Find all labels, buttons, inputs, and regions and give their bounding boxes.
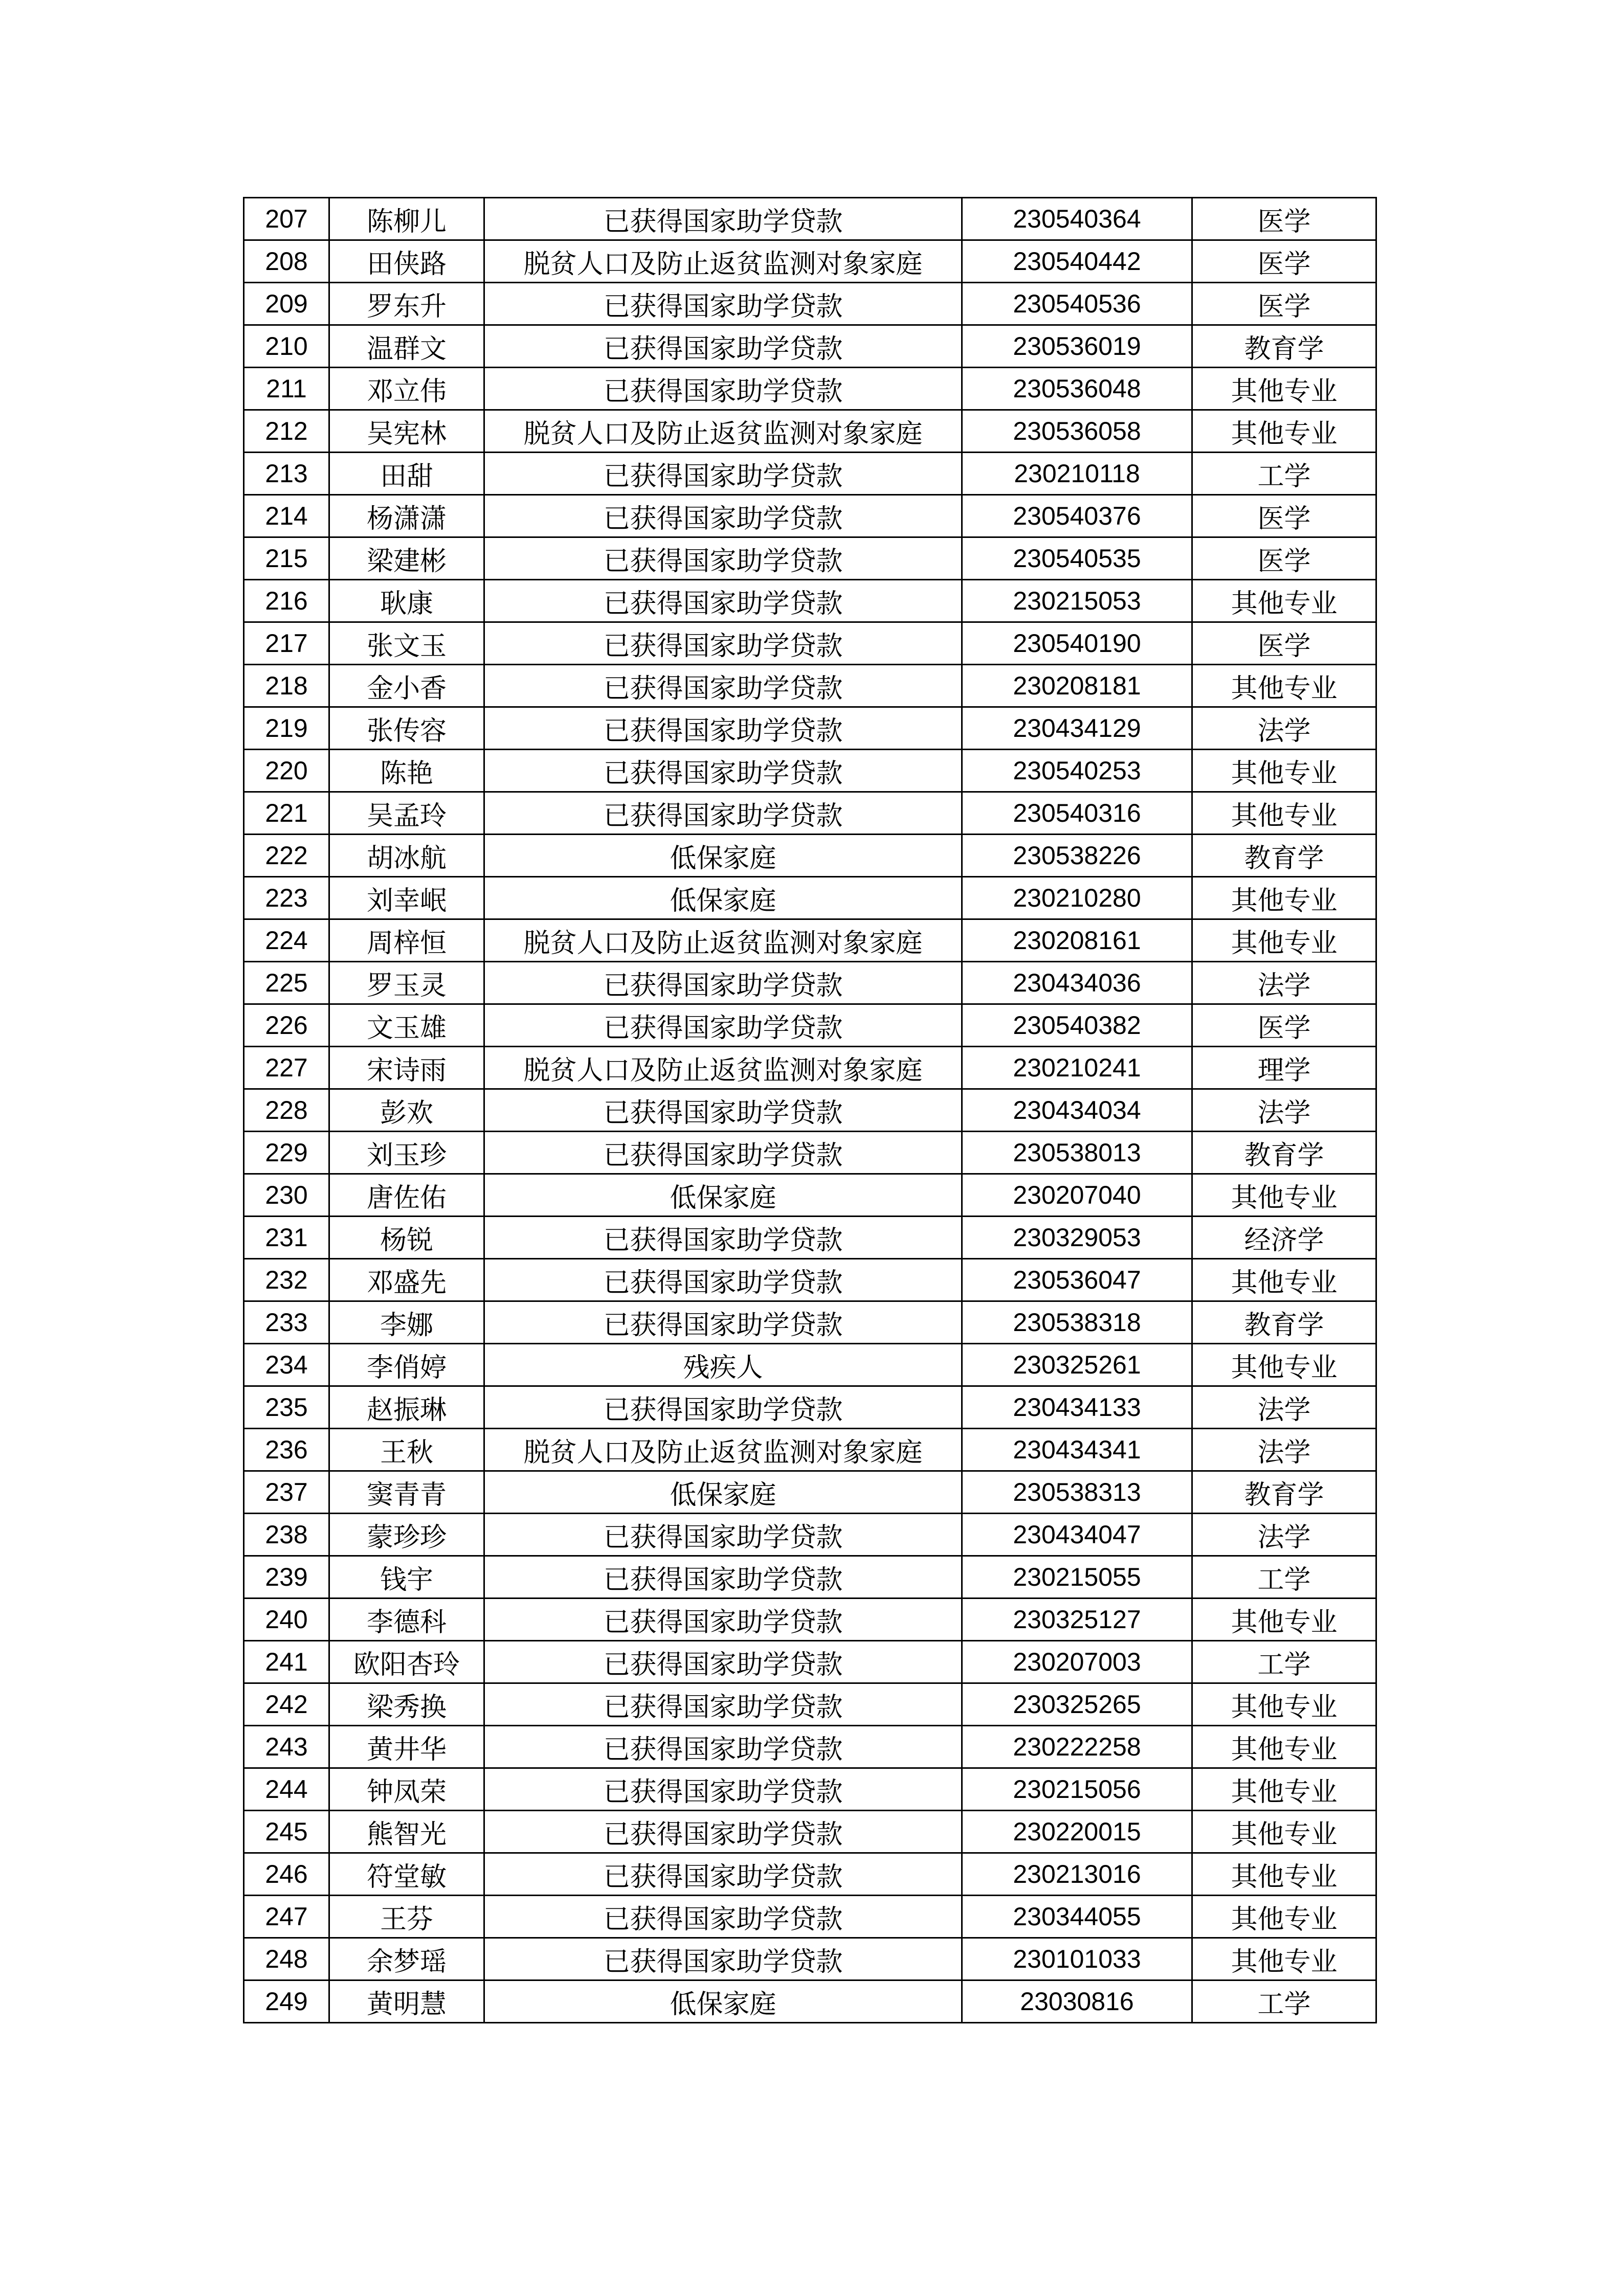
major-category-cell: 教育学 <box>1192 1471 1376 1514</box>
table-row <box>244 1047 1376 1089</box>
aid-category-cell: 已获得国家助学贷款 <box>484 1683 962 1726</box>
table-row <box>244 1768 1376 1811</box>
student-name-cell: 罗玉灵 <box>329 962 484 1004</box>
table-row <box>244 835 1376 877</box>
aid-category-cell: 已获得国家助学贷款 <box>484 1896 962 1938</box>
student-id-cell: 230538318 <box>962 1301 1192 1344</box>
table-row <box>244 1514 1376 1556</box>
aid-category-cell: 已获得国家助学贷款 <box>484 707 962 750</box>
row-number-cell: 208 <box>244 240 329 283</box>
aid-category-cell: 低保家庭 <box>484 1174 962 1217</box>
table-row <box>244 1344 1376 1386</box>
major-category-cell: 其他专业 <box>1192 1599 1376 1641</box>
aid-category-cell: 已获得国家助学贷款 <box>484 580 962 622</box>
aid-category-cell: 已获得国家助学贷款 <box>484 1259 962 1301</box>
student-name-cell: 宋诗雨 <box>329 1047 484 1089</box>
student-name-cell: 赵振琳 <box>329 1386 484 1429</box>
student-id-cell: 230207040 <box>962 1174 1192 1217</box>
student-name-cell: 吴孟玲 <box>329 792 484 835</box>
aid-category-cell: 已获得国家助学贷款 <box>484 1811 962 1853</box>
student-name-cell: 蒙珍珍 <box>329 1514 484 1556</box>
student-id-cell: 230210241 <box>962 1047 1192 1089</box>
table-row <box>244 1429 1376 1471</box>
student-id-cell: 230215055 <box>962 1556 1192 1599</box>
major-category-cell: 法学 <box>1192 1514 1376 1556</box>
major-category-cell: 教育学 <box>1192 835 1376 877</box>
student-name-cell: 耿康 <box>329 580 484 622</box>
student-id-cell: 230329053 <box>962 1217 1192 1259</box>
table-row <box>244 1980 1376 2023</box>
major-category-cell: 医学 <box>1192 537 1376 580</box>
student-id-cell: 230538226 <box>962 835 1192 877</box>
student-name-cell: 杨潇潇 <box>329 495 484 537</box>
aid-category-cell: 已获得国家助学贷款 <box>484 1726 962 1768</box>
student-name-cell: 罗东升 <box>329 283 484 325</box>
student-name-cell: 黄井华 <box>329 1726 484 1768</box>
major-category-cell: 其他专业 <box>1192 665 1376 707</box>
major-category-cell: 教育学 <box>1192 1132 1376 1174</box>
student-id-cell: 230325265 <box>962 1683 1192 1726</box>
major-category-cell: 其他专业 <box>1192 580 1376 622</box>
aid-category-cell: 已获得国家助学贷款 <box>484 1514 962 1556</box>
student-id-cell: 230210118 <box>962 453 1192 495</box>
row-number-cell: 244 <box>244 1768 329 1811</box>
major-category-cell: 工学 <box>1192 1556 1376 1599</box>
student-name-cell: 刘幸岷 <box>329 877 484 919</box>
student-name-cell: 梁秀换 <box>329 1683 484 1726</box>
student-id-cell: 230325261 <box>962 1344 1192 1386</box>
table-row <box>244 665 1376 707</box>
student-name-cell: 金小香 <box>329 665 484 707</box>
student-name-cell: 王芬 <box>329 1896 484 1938</box>
student-name-cell: 邓立伟 <box>329 368 484 410</box>
row-number-cell: 247 <box>244 1896 329 1938</box>
major-category-cell: 其他专业 <box>1192 1811 1376 1853</box>
major-category-cell: 其他专业 <box>1192 1344 1376 1386</box>
row-number-cell: 219 <box>244 707 329 750</box>
table-row <box>244 1896 1376 1938</box>
row-number-cell: 234 <box>244 1344 329 1386</box>
table-row <box>244 1683 1376 1726</box>
student-id-cell: 230434129 <box>962 707 1192 750</box>
major-category-cell: 医学 <box>1192 283 1376 325</box>
student-name-cell: 陈艳 <box>329 750 484 792</box>
table-row <box>244 368 1376 410</box>
major-category-cell: 医学 <box>1192 495 1376 537</box>
table-row <box>244 495 1376 537</box>
aid-category-cell: 低保家庭 <box>484 1471 962 1514</box>
row-number-cell: 236 <box>244 1429 329 1471</box>
student-id-cell: 230536047 <box>962 1259 1192 1301</box>
student-name-cell: 彭欢 <box>329 1089 484 1132</box>
major-category-cell: 其他专业 <box>1192 1938 1376 1980</box>
table-row <box>244 240 1376 283</box>
student-id-cell: 230540364 <box>962 198 1192 240</box>
aid-category-cell: 已获得国家助学贷款 <box>484 1089 962 1132</box>
table-row <box>244 1089 1376 1132</box>
student-name-cell: 梁建彬 <box>329 537 484 580</box>
row-number-cell: 227 <box>244 1047 329 1089</box>
major-category-cell: 其他专业 <box>1192 1768 1376 1811</box>
student-name-cell: 胡冰航 <box>329 835 484 877</box>
student-name-cell: 熊智光 <box>329 1811 484 1853</box>
table-row <box>244 1301 1376 1344</box>
row-number-cell: 210 <box>244 325 329 368</box>
row-number-cell: 242 <box>244 1683 329 1726</box>
student-id-cell: 230434036 <box>962 962 1192 1004</box>
table-row <box>244 1259 1376 1301</box>
aid-category-cell: 已获得国家助学贷款 <box>484 198 962 240</box>
major-category-cell: 其他专业 <box>1192 750 1376 792</box>
student-id-cell: 230208181 <box>962 665 1192 707</box>
student-id-cell: 230210280 <box>962 877 1192 919</box>
table-row <box>244 1811 1376 1853</box>
aid-category-cell: 低保家庭 <box>484 877 962 919</box>
student-name-cell: 李俏婷 <box>329 1344 484 1386</box>
major-category-cell: 教育学 <box>1192 325 1376 368</box>
table-row <box>244 1556 1376 1599</box>
table-row <box>244 1217 1376 1259</box>
row-number-cell: 223 <box>244 877 329 919</box>
table-row <box>244 877 1376 919</box>
row-number-cell: 238 <box>244 1514 329 1556</box>
major-category-cell: 教育学 <box>1192 1301 1376 1344</box>
major-category-cell: 其他专业 <box>1192 1853 1376 1896</box>
major-category-cell: 其他专业 <box>1192 792 1376 835</box>
major-category-cell: 法学 <box>1192 962 1376 1004</box>
student-id-cell: 230344055 <box>962 1896 1192 1938</box>
major-category-cell: 其他专业 <box>1192 1683 1376 1726</box>
aid-category-cell: 已获得国家助学贷款 <box>484 962 962 1004</box>
row-number-cell: 230 <box>244 1174 329 1217</box>
row-number-cell: 233 <box>244 1301 329 1344</box>
student-name-cell: 田甜 <box>329 453 484 495</box>
row-number-cell: 246 <box>244 1853 329 1896</box>
student-name-cell: 刘玉珍 <box>329 1132 484 1174</box>
student-id-cell: 230434047 <box>962 1514 1192 1556</box>
student-id-cell: 230215056 <box>962 1768 1192 1811</box>
major-category-cell: 医学 <box>1192 240 1376 283</box>
table-row <box>244 1386 1376 1429</box>
student-id-cell: 230213016 <box>962 1853 1192 1896</box>
major-category-cell: 其他专业 <box>1192 1896 1376 1938</box>
major-category-cell: 其他专业 <box>1192 410 1376 453</box>
table-row <box>244 1726 1376 1768</box>
student-name-cell: 窦青青 <box>329 1471 484 1514</box>
aid-category-cell: 已获得国家助学贷款 <box>484 1301 962 1344</box>
aid-category-cell: 脱贫人口及防止返贫监测对象家庭 <box>484 1047 962 1089</box>
row-number-cell: 248 <box>244 1938 329 1980</box>
major-category-cell: 经济学 <box>1192 1217 1376 1259</box>
table-row <box>244 792 1376 835</box>
student-id-cell: 230540442 <box>962 240 1192 283</box>
student-name-cell: 周梓恒 <box>329 919 484 962</box>
student-name-cell: 王秋 <box>329 1429 484 1471</box>
major-category-cell: 其他专业 <box>1192 1174 1376 1217</box>
aid-category-cell: 已获得国家助学贷款 <box>484 1768 962 1811</box>
student-id-cell: 230434341 <box>962 1429 1192 1471</box>
row-number-cell: 207 <box>244 198 329 240</box>
row-number-cell: 214 <box>244 495 329 537</box>
aid-category-cell: 残疾人 <box>484 1344 962 1386</box>
aid-category-cell: 已获得国家助学贷款 <box>484 368 962 410</box>
student-name-cell: 张传容 <box>329 707 484 750</box>
student-name-cell: 温群文 <box>329 325 484 368</box>
row-number-cell: 211 <box>244 368 329 410</box>
student-id-cell: 230540382 <box>962 1004 1192 1047</box>
student-id-cell: 230540316 <box>962 792 1192 835</box>
row-number-cell: 249 <box>244 1980 329 2023</box>
student-name-cell: 邓盛先 <box>329 1259 484 1301</box>
student-id-cell: 230538013 <box>962 1132 1192 1174</box>
table-row <box>244 1599 1376 1641</box>
row-number-cell: 228 <box>244 1089 329 1132</box>
row-number-cell: 220 <box>244 750 329 792</box>
table-row <box>244 1132 1376 1174</box>
student-id-cell: 230325127 <box>962 1599 1192 1641</box>
student-name-cell: 余梦瑶 <box>329 1938 484 1980</box>
student-name-cell: 吴宪林 <box>329 410 484 453</box>
aid-category-cell: 已获得国家助学贷款 <box>484 1556 962 1599</box>
row-number-cell: 241 <box>244 1641 329 1683</box>
row-number-cell: 209 <box>244 283 329 325</box>
major-category-cell: 医学 <box>1192 1004 1376 1047</box>
row-number-cell: 212 <box>244 410 329 453</box>
table-body <box>244 198 1376 2023</box>
student-name-cell: 李德科 <box>329 1599 484 1641</box>
row-number-cell: 215 <box>244 537 329 580</box>
table-row <box>244 1004 1376 1047</box>
student-id-cell: 230207003 <box>962 1641 1192 1683</box>
row-number-cell: 235 <box>244 1386 329 1429</box>
aid-category-cell: 脱贫人口及防止返贫监测对象家庭 <box>484 410 962 453</box>
row-number-cell: 222 <box>244 835 329 877</box>
aid-category-cell: 已获得国家助学贷款 <box>484 792 962 835</box>
row-number-cell: 239 <box>244 1556 329 1599</box>
table-row <box>244 622 1376 665</box>
student-name-cell: 黄明慧 <box>329 1980 484 2023</box>
student-id-cell: 230540535 <box>962 537 1192 580</box>
student-id-cell: 230538313 <box>962 1471 1192 1514</box>
student-id-cell: 230536019 <box>962 325 1192 368</box>
aid-category-cell: 已获得国家助学贷款 <box>484 1853 962 1896</box>
major-category-cell: 其他专业 <box>1192 877 1376 919</box>
student-name-cell: 唐佐佑 <box>329 1174 484 1217</box>
student-name-cell: 陈柳儿 <box>329 198 484 240</box>
major-category-cell: 法学 <box>1192 1386 1376 1429</box>
student-id-cell: 230220015 <box>962 1811 1192 1853</box>
major-category-cell: 理学 <box>1192 1047 1376 1089</box>
major-category-cell: 其他专业 <box>1192 1726 1376 1768</box>
aid-category-cell: 已获得国家助学贷款 <box>484 750 962 792</box>
aid-category-cell: 已获得国家助学贷款 <box>484 1004 962 1047</box>
student-name-cell: 符堂敏 <box>329 1853 484 1896</box>
student-name-cell: 田侠路 <box>329 240 484 283</box>
table-row <box>244 537 1376 580</box>
row-number-cell: 226 <box>244 1004 329 1047</box>
row-number-cell: 240 <box>244 1599 329 1641</box>
student-id-cell: 230222258 <box>962 1726 1192 1768</box>
major-category-cell: 工学 <box>1192 453 1376 495</box>
student-name-cell: 杨锐 <box>329 1217 484 1259</box>
table-row <box>244 1471 1376 1514</box>
aid-category-cell: 已获得国家助学贷款 <box>484 1641 962 1683</box>
student-id-cell: 230101033 <box>962 1938 1192 1980</box>
row-number-cell: 245 <box>244 1811 329 1853</box>
table-row <box>244 283 1376 325</box>
student-id-cell: 230434133 <box>962 1386 1192 1429</box>
major-category-cell: 其他专业 <box>1192 919 1376 962</box>
major-category-cell: 医学 <box>1192 622 1376 665</box>
aid-category-cell: 脱贫人口及防止返贫监测对象家庭 <box>484 1429 962 1471</box>
row-number-cell: 218 <box>244 665 329 707</box>
student-id-cell: 230540190 <box>962 622 1192 665</box>
student-list-table <box>243 197 1377 2023</box>
aid-category-cell: 已获得国家助学贷款 <box>484 495 962 537</box>
student-id-cell: 230540253 <box>962 750 1192 792</box>
row-number-cell: 231 <box>244 1217 329 1259</box>
table-row <box>244 580 1376 622</box>
aid-category-cell: 脱贫人口及防止返贫监测对象家庭 <box>484 919 962 962</box>
major-category-cell: 工学 <box>1192 1641 1376 1683</box>
student-id-cell: 230536058 <box>962 410 1192 453</box>
aid-category-cell: 已获得国家助学贷款 <box>484 1132 962 1174</box>
student-name-cell: 钱宇 <box>329 1556 484 1599</box>
row-number-cell: 213 <box>244 453 329 495</box>
table-row <box>244 750 1376 792</box>
student-id-cell: 230540536 <box>962 283 1192 325</box>
aid-category-cell: 已获得国家助学贷款 <box>484 453 962 495</box>
major-category-cell: 医学 <box>1192 198 1376 240</box>
table-row <box>244 453 1376 495</box>
major-category-cell: 工学 <box>1192 1980 1376 2023</box>
aid-category-cell: 已获得国家助学贷款 <box>484 325 962 368</box>
row-number-cell: 221 <box>244 792 329 835</box>
major-category-cell: 法学 <box>1192 707 1376 750</box>
major-category-cell: 其他专业 <box>1192 368 1376 410</box>
table-row <box>244 325 1376 368</box>
table-row <box>244 410 1376 453</box>
row-number-cell: 232 <box>244 1259 329 1301</box>
table-row <box>244 1938 1376 1980</box>
table-row <box>244 1641 1376 1683</box>
student-name-cell: 张文玉 <box>329 622 484 665</box>
aid-category-cell: 低保家庭 <box>484 835 962 877</box>
student-id-cell: 230434034 <box>962 1089 1192 1132</box>
row-number-cell: 216 <box>244 580 329 622</box>
student-id-cell: 230536048 <box>962 368 1192 410</box>
row-number-cell: 243 <box>244 1726 329 1768</box>
student-id-cell: 230215053 <box>962 580 1192 622</box>
student-id-cell: 230540376 <box>962 495 1192 537</box>
student-name-cell: 欧阳杏玲 <box>329 1641 484 1683</box>
major-category-cell: 法学 <box>1192 1089 1376 1132</box>
row-number-cell: 224 <box>244 919 329 962</box>
student-name-cell: 文玉雄 <box>329 1004 484 1047</box>
aid-category-cell: 已获得国家助学贷款 <box>484 665 962 707</box>
major-category-cell: 其他专业 <box>1192 1259 1376 1301</box>
table-row <box>244 1853 1376 1896</box>
aid-category-cell: 脱贫人口及防止返贫监测对象家庭 <box>484 240 962 283</box>
aid-category-cell: 已获得国家助学贷款 <box>484 1386 962 1429</box>
major-category-cell: 法学 <box>1192 1429 1376 1471</box>
student-name-cell: 钟凤荣 <box>329 1768 484 1811</box>
student-id-cell: 23030816 <box>962 1980 1192 2023</box>
aid-category-cell: 已获得国家助学贷款 <box>484 537 962 580</box>
row-number-cell: 225 <box>244 962 329 1004</box>
aid-category-cell: 已获得国家助学贷款 <box>484 622 962 665</box>
aid-category-cell: 已获得国家助学贷款 <box>484 1938 962 1980</box>
student-id-cell: 230208161 <box>962 919 1192 962</box>
student-name-cell: 李娜 <box>329 1301 484 1344</box>
table-row <box>244 1174 1376 1217</box>
aid-category-cell: 已获得国家助学贷款 <box>484 1599 962 1641</box>
row-number-cell: 229 <box>244 1132 329 1174</box>
row-number-cell: 237 <box>244 1471 329 1514</box>
aid-category-cell: 低保家庭 <box>484 1980 962 2023</box>
row-number-cell: 217 <box>244 622 329 665</box>
aid-category-cell: 已获得国家助学贷款 <box>484 1217 962 1259</box>
table-row <box>244 198 1376 240</box>
aid-category-cell: 已获得国家助学贷款 <box>484 283 962 325</box>
table-row <box>244 962 1376 1004</box>
table-row <box>244 707 1376 750</box>
table-row <box>244 919 1376 962</box>
